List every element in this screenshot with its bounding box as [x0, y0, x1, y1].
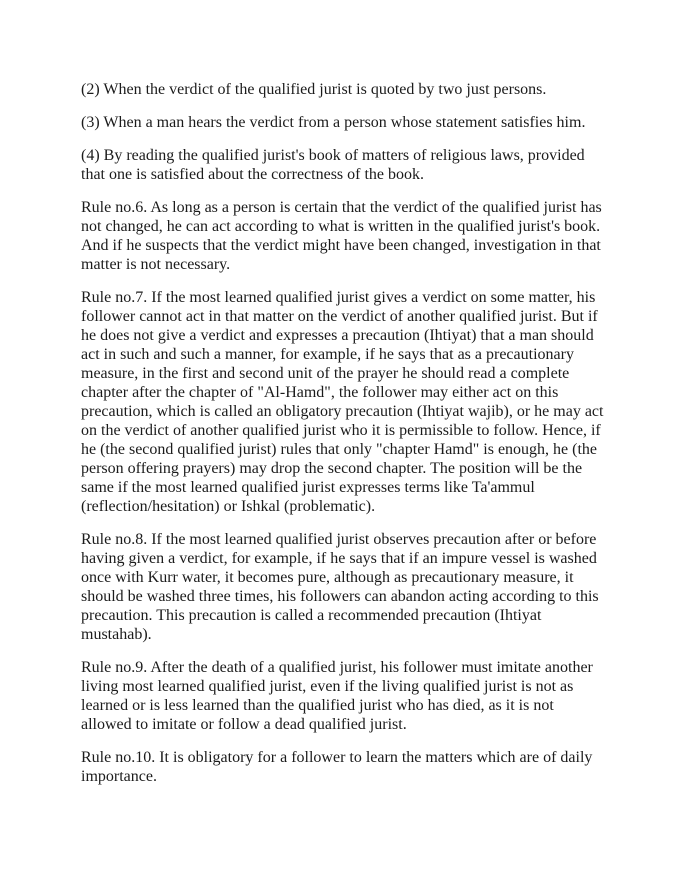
paragraph-item-2: (2) When the verdict of the qualified jurist is quoted by two just persons. — [81, 81, 547, 98]
paragraph-item-4: (4) By reading the qualified jurist's book of matters of religious laws, provided that one is satisfied about the correctness of the book. — [81, 147, 585, 183]
paragraph-rule-7: Rule no.7. If the most learned qualified jurist gives a verdict on some matter, his follower cannot act in that matter on the verdict of another qualified jurist. But if he does not give a verdict and expresses a precaution (Ihtiyat) that a man should act in such and such a manner, for example, if he says that as a precautionary measure, in the first and second unit of the prayer he should read a complete chapter after the chapter of "Al-Hamd", the follower may either act on this precaution, which is called an obligatory precaution (Ihtiyat wajib), or he may act on the verdict of another qualified jurist who it is permissible to follow. Hence, if he (the second qualified jurist) rules that only "chapter Hamd" is enough, he (the person offering prayers) may drop the second chapter. The position will be the same if the most learned qualified jurist expresses terms like Ta'ammul (reflection/hesitation) or Ishkal (problematic). — [81, 289, 604, 515]
paragraph-item-3: (3) When a man hears the verdict from a person whose statement satisfies him. — [81, 114, 586, 131]
paragraph-rule-8: Rule no.8. If the most learned qualified jurist observes precaution after or before having given a verdict, for example, if he says that if an impure vessel is washed once with Kurr water, it becomes pure, although as precautionary measure, it should be washed three times, his followers can abandon acting according to this precaution. This precaution is called a recommended precaution (Ihtiyat mustahab). — [81, 531, 599, 643]
paragraph-rule-9: Rule no.9. After the death of a qualified jurist, his follower must imitate another living most learned qualified jurist, even if the living qualified jurist is not as learned or is less learned than the qualified jurist who has died, as it is not allowed to imitate or follow a dead qualified jurist. — [81, 659, 593, 733]
paragraph-rule-10: Rule no.10. It is obligatory for a follower to learn the matters which are of daily importance. — [81, 749, 593, 785]
paragraph-rule-6: Rule no.6. As long as a person is certain that the verdict of the qualified jurist has not changed, he can act according to what is written in the qualified jurist's book. And if he suspects that the verdict might have been changed, investigation in that matter is not necessary. — [81, 199, 602, 273]
document-page — [81, 80, 605, 786]
